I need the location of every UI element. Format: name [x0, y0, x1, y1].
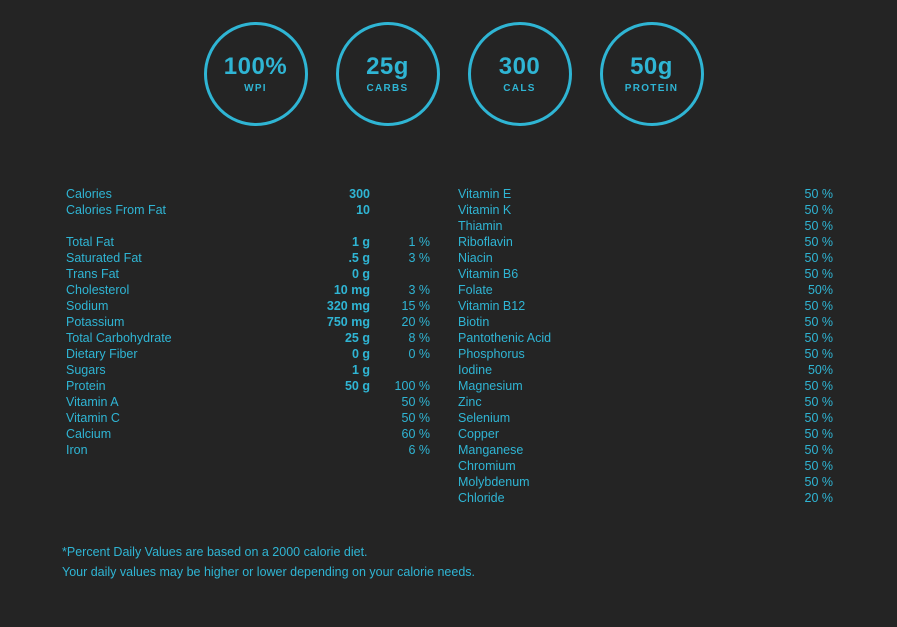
nutrient-row [458, 426, 833, 442]
nutrient-row [66, 426, 430, 442]
footnote-line: *Percent Daily Values are based on a 2000 calorie diet. [62, 545, 368, 559]
nutrient-row [66, 314, 430, 330]
badge-value: 100% [223, 53, 288, 81]
nutrient-row [458, 298, 833, 314]
nutrient-name: Total Carbohydrate [66, 331, 172, 345]
nutrient-row [66, 410, 430, 426]
nutrient-row [66, 298, 430, 314]
nutrient-row [458, 458, 833, 474]
nutrient-daily-value: 50 % [804, 315, 833, 329]
nutrient-name: Iron [66, 443, 88, 457]
nutrient-name: Cholesterol [66, 283, 130, 297]
nutrient-spacer [66, 218, 430, 234]
nutrient-name: Zinc [458, 395, 482, 409]
nutrient-name: Total Fat [66, 235, 114, 249]
nutrient-name: Selenium [458, 411, 511, 425]
nutrient-name: Chromium [458, 459, 516, 473]
nutrient-row [458, 362, 833, 378]
nutrient-name: Vitamin B12 [458, 299, 526, 313]
nutrient-name: Molybdenum [458, 475, 530, 489]
nutrient-row [66, 234, 430, 250]
nutrient-amount: 10 [356, 203, 370, 217]
nutrient-daily-value: 50 % [804, 203, 833, 217]
nutrient-amount: 320 mg [326, 299, 370, 313]
nutrient-daily-value: 50 % [804, 443, 833, 457]
nutrient-row [458, 442, 833, 458]
nutrient-name: Trans Fat [66, 267, 120, 281]
nutrient-row [458, 394, 833, 410]
nutrient-name: Chloride [458, 491, 505, 505]
nutrient-row [458, 378, 833, 394]
nutrient-row [458, 410, 833, 426]
nutrient-name: Phosphorus [458, 347, 525, 361]
nutrient-daily-value: 50 % [804, 299, 833, 313]
badge-value: 25g [366, 53, 409, 81]
nutrient-amount: 750 mg [326, 315, 370, 329]
nutrient-row [66, 186, 430, 202]
nutrient-row [458, 202, 833, 218]
nutrient-name: Calories [66, 187, 112, 201]
nutrient-daily-value: 50 % [804, 427, 833, 441]
nutrient-name: Copper [458, 427, 499, 441]
nutrient-name: Sodium [66, 299, 109, 313]
nutrient-name: Iodine [458, 363, 493, 377]
summary-badge [468, 22, 572, 126]
nutrition-column-right [450, 186, 897, 506]
nutrient-name: Dietary Fiber [66, 347, 138, 361]
nutrient-row [66, 330, 430, 346]
nutrient-name: Biotin [458, 315, 490, 329]
nutrient-row [66, 378, 430, 394]
nutrient-daily-value: 8 % [408, 331, 430, 345]
nutrient-daily-value: 50 % [804, 267, 833, 281]
badge-label: PROTEIN [624, 82, 679, 94]
nutrient-row [458, 234, 833, 250]
nutrient-daily-value: 3 % [408, 283, 430, 297]
summary-badge [600, 22, 704, 126]
nutrient-amount: 0 g [351, 267, 370, 281]
nutrient-daily-value: 6 % [408, 443, 430, 457]
nutrient-daily-value: 50 % [804, 235, 833, 249]
nutrient-daily-value: 50 % [804, 219, 833, 233]
nutrient-name: Protein [66, 379, 106, 393]
nutrient-row [458, 266, 833, 282]
nutrition-table [0, 186, 897, 506]
nutrient-daily-value: 50 % [401, 395, 430, 409]
badge-value: 50g [630, 53, 673, 81]
nutrient-row [66, 202, 430, 218]
nutrient-name: Calories From Fat [66, 203, 167, 217]
nutrient-row [66, 266, 430, 282]
nutrient-name: Vitamin K [458, 203, 512, 217]
nutrient-daily-value: 50 % [804, 411, 833, 425]
footnote-line: Your daily values may be higher or lower depending on your calorie needs. [62, 565, 475, 579]
nutrient-amount: 1 g [351, 235, 370, 249]
summary-badge [336, 22, 440, 126]
nutrient-name: Manganese [458, 443, 524, 457]
nutrient-daily-value: 50 % [804, 187, 833, 201]
nutrient-daily-value: 50 % [804, 251, 833, 265]
nutrient-amount: 25 g [344, 331, 370, 345]
nutrient-daily-value: 100 % [394, 379, 430, 393]
nutrient-daily-value: 50 % [401, 411, 430, 425]
nutrient-name: Pantothenic Acid [458, 331, 552, 345]
nutrient-name: Sugars [66, 363, 106, 377]
nutrient-daily-value: 50% [807, 363, 833, 377]
nutrient-amount: 300 [349, 187, 370, 201]
nutrient-row [458, 250, 833, 266]
nutrient-daily-value: 20 % [804, 491, 833, 505]
nutrient-row [458, 218, 833, 234]
nutrient-daily-value: 20 % [401, 315, 430, 329]
nutrient-name: Vitamin E [458, 187, 512, 201]
nutrient-amount: .5 g [348, 251, 370, 265]
nutrient-row [66, 394, 430, 410]
nutrient-row [458, 282, 833, 298]
nutrition-column-left [0, 186, 450, 506]
nutrient-amount: 1 g [351, 363, 370, 377]
nutrient-daily-value: 60 % [401, 427, 430, 441]
nutrient-row [458, 330, 833, 346]
nutrient-row [458, 314, 833, 330]
nutrient-amount: 0 g [351, 347, 370, 361]
nutrient-row [66, 346, 430, 362]
nutrient-daily-value: 50 % [804, 379, 833, 393]
summary-badges [0, 0, 897, 126]
nutrient-name: Vitamin B6 [458, 267, 519, 281]
nutrient-name: Potassium [66, 315, 125, 329]
nutrient-row [66, 250, 430, 266]
summary-badge [204, 22, 308, 126]
nutrient-row [458, 346, 833, 362]
nutrient-daily-value: 1 % [408, 235, 430, 249]
nutrient-daily-value: 50 % [804, 331, 833, 345]
badge-label: CALS [503, 82, 536, 94]
nutrient-name: Calcium [66, 427, 112, 441]
nutrient-daily-value: 50 % [804, 459, 833, 473]
nutrient-row [458, 490, 833, 506]
nutrient-amount: 50 g [344, 379, 370, 393]
nutrient-daily-value: 50% [807, 283, 833, 297]
badge-label: WPI [244, 82, 267, 94]
nutrient-name: Thiamin [458, 219, 503, 233]
nutrient-amount: 10 mg [333, 283, 370, 297]
badge-value: 300 [498, 53, 541, 81]
nutrient-row [66, 362, 430, 378]
footnotes [62, 542, 475, 582]
badge-label: CARBS [366, 82, 409, 94]
nutrient-name: Saturated Fat [66, 251, 142, 265]
nutrient-name: Magnesium [458, 379, 523, 393]
nutrient-daily-value: 50 % [804, 395, 833, 409]
nutrient-row [66, 442, 430, 458]
nutrient-row [66, 282, 430, 298]
nutrient-row [458, 186, 833, 202]
nutrient-row [458, 474, 833, 490]
nutrient-daily-value: 15 % [401, 299, 430, 313]
nutrient-daily-value: 0 % [408, 347, 430, 361]
nutrient-name: Riboflavin [458, 235, 513, 249]
nutrient-name: Vitamin A [66, 395, 119, 409]
nutrient-name: Niacin [458, 251, 493, 265]
nutrient-name: Folate [458, 283, 493, 297]
nutrient-name: Vitamin C [66, 411, 120, 425]
nutrient-daily-value: 3 % [408, 251, 430, 265]
nutrient-daily-value: 50 % [804, 347, 833, 361]
nutrient-daily-value: 50 % [804, 475, 833, 489]
